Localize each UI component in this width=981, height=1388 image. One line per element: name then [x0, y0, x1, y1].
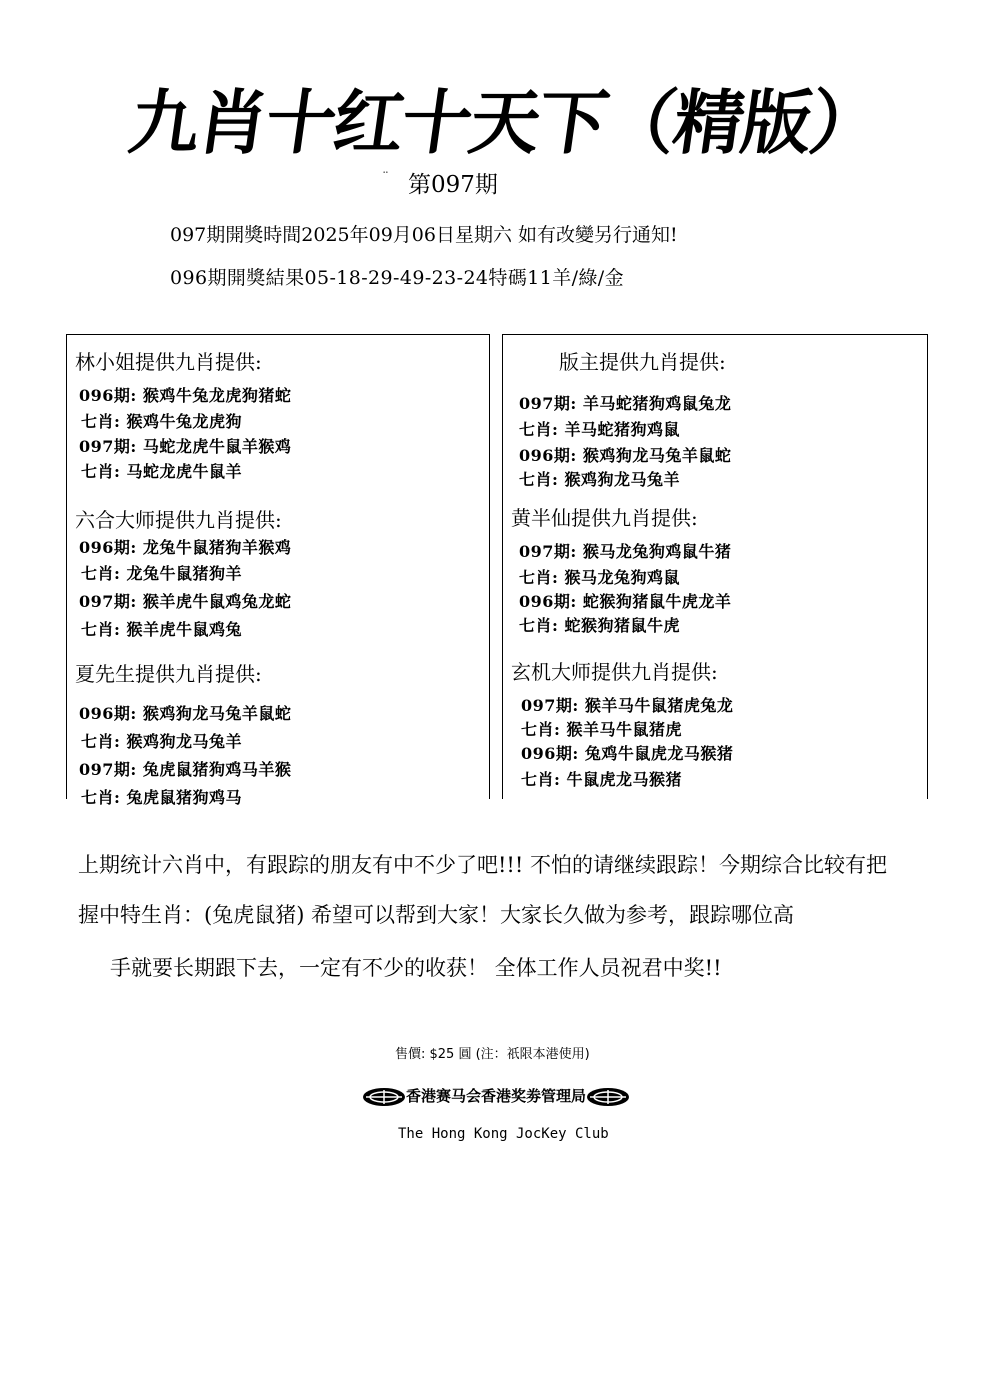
- prediction-row: 七肖: 蛇猴狗猪鼠牛虎: [519, 616, 680, 635]
- provider-title: 玄机大师提供九肖提供:: [511, 660, 718, 684]
- provider-title: 夏先生提供九肖提供:: [75, 662, 262, 686]
- prediction-row: 097期: 猴马龙兔狗鸡鼠牛猪: [519, 542, 732, 561]
- prediction-row: 七肖: 牛鼠虎龙马猴猪: [521, 770, 682, 789]
- message-line: 手就要长期跟下去，一定有不少的收获！ 全体工作人员祝君中奖!!: [110, 956, 722, 980]
- hkjc-logo-icon: [362, 1087, 406, 1107]
- prediction-row: 097期: 兔虎鼠猪狗鸡马羊猴: [79, 760, 292, 779]
- prediction-row: 097期: 马蛇龙虎牛鼠羊猴鸡: [79, 437, 292, 456]
- page-title: 九肖十红十天下（精版）: [124, 82, 884, 164]
- prediction-row: 096期: 猴鸡狗龙马兔羊鼠蛇: [519, 446, 732, 465]
- prediction-row: 七肖: 羊马蛇猪狗鸡鼠: [519, 420, 680, 439]
- organization-en: The Hong Kong JocKey Club: [398, 1126, 609, 1142]
- prediction-row: 七肖: 猴鸡狗龙马兔羊: [519, 470, 680, 489]
- prediction-row: 七肖: 猴鸡狗龙马兔羊: [81, 732, 242, 751]
- prediction-row: 097期: 羊马蛇猪狗鸡鼠兔龙: [519, 394, 732, 413]
- prediction-row: 096期: 龙兔牛鼠猪狗羊猴鸡: [79, 538, 292, 557]
- prediction-row: 097期: 猴羊虎牛鼠鸡兔龙蛇: [79, 592, 292, 611]
- issue-marks: ¨: [382, 170, 389, 186]
- prediction-row: 096期: 蛇猴狗猪鼠牛虎龙羊: [519, 592, 732, 611]
- prediction-row: 七肖: 兔虎鼠猪狗鸡马: [81, 788, 242, 807]
- prediction-row: 096期: 猴鸡牛兔龙虎狗猪蛇: [79, 386, 292, 405]
- prediction-row: 七肖: 猴马龙兔狗鸡鼠: [519, 568, 680, 587]
- hkjc-logo-icon: [586, 1087, 630, 1107]
- prediction-row: 七肖: 猴羊马牛鼠猪虎: [521, 720, 682, 739]
- prediction-row: 七肖: 马蛇龙虎牛鼠羊: [81, 462, 242, 481]
- prediction-row: 097期: 猴羊马牛鼠猪虎兔龙: [521, 696, 734, 715]
- prediction-row: 096期: 猴鸡狗龙马兔羊鼠蛇: [79, 704, 292, 723]
- prediction-row: 七肖: 龙兔牛鼠猪狗羊: [81, 564, 242, 583]
- provider-title: 黄半仙提供九肖提供:: [511, 506, 698, 530]
- right-column: [502, 334, 928, 799]
- provider-title: 六合大师提供九肖提供:: [75, 508, 282, 532]
- last-draw-result: 096期開獎結果05-18-29-49-23-24特碼11羊/綠/金: [170, 267, 625, 289]
- provider-title: 版主提供九肖提供:: [559, 350, 726, 374]
- price-notice: 售價: $25 圓 (注：祇限本港使用): [395, 1047, 590, 1062]
- organization-cn: [362, 1083, 630, 1109]
- provider-title: 林小姐提供九肖提供:: [75, 350, 262, 374]
- left-column: [66, 334, 490, 807]
- prediction-row: 096期: 兔鸡牛鼠虎龙马猴猪: [521, 744, 734, 763]
- prediction-row: 七肖: 猴鸡牛兔龙虎狗: [81, 412, 242, 431]
- prediction-row: 七肖: 猴羊虎牛鼠鸡兔: [81, 620, 242, 639]
- issue-label: 第097期: [408, 172, 498, 198]
- message-line: 握中特生肖：(兔虎鼠猪) 希望可以帮到大家！大家长久做为参考，跟踪哪位高: [78, 903, 795, 927]
- message-line: 上期统计六肖中，有跟踪的朋友有中不少了吧!!! 不怕的请继续跟踪！今期综合比较有把: [78, 853, 887, 877]
- organization-name: 香港赛马会香港奖劵管理局: [406, 1087, 587, 1105]
- draw-time-notice: 097期開獎時間2025年09月06日星期六 如有改變另行通知!: [170, 224, 678, 246]
